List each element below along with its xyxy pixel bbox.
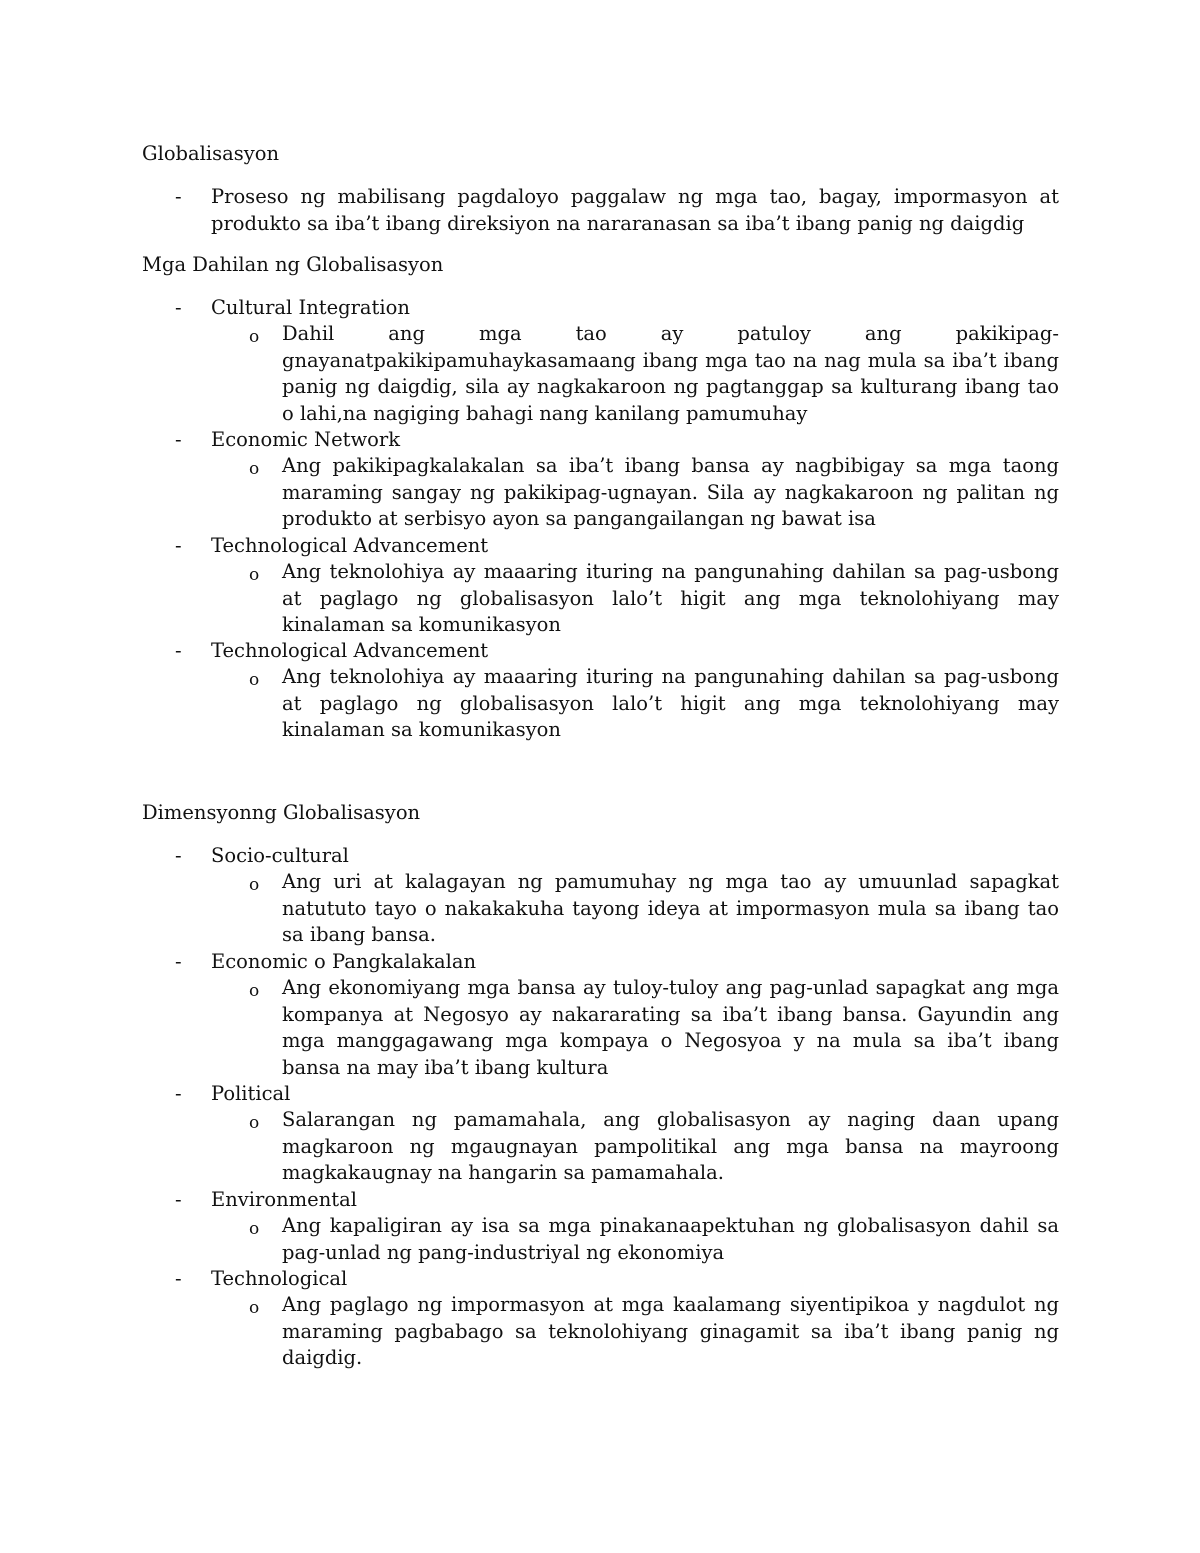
- item-text-technological: Ang paglago ng impormasyon at mga kaalamang siyentipikoa y nagdulot ng maraming pagbabago sa teknolohiyang ginagamit sa iba’t ibang panig ng daigdig.: [282, 1293, 1059, 1369]
- item-text-socio-cultural: Ang uri at kalagayan ng pamumuhay ng mga tao ay umuunlad sapagkat natututo tayo o nakakakuha tayong ideya at impormasyon mula sa ibang tao sa ibang bansa.: [282, 870, 1059, 946]
- definition-text: Proseso ng mabilisang pagdaloyo paggalaw ng mga tao, bagay, impormasyon at produkto sa iba’t ibang direksiyon na nararanasan sa iba’t ibang panig ng daigdig: [211, 185, 1059, 235]
- bullet-marker: o: [249, 981, 260, 1001]
- bullet-marker: o: [249, 565, 260, 585]
- dash-marker: -: [175, 185, 182, 208]
- dash-marker: -: [175, 950, 182, 973]
- item-label-cultural-integration: Cultural Integration: [211, 296, 410, 319]
- section-heading-dahilan: Mga Dahilan ng Globalisasyon: [142, 253, 444, 276]
- item-label-socio-cultural: Socio-cultural: [211, 844, 349, 867]
- item-label-economic-network: Economic Network: [211, 428, 401, 451]
- item-label-technological: Technological: [211, 1267, 348, 1290]
- bullet-marker: o: [249, 670, 260, 690]
- item-label-technological-advancement-2: Technological Advancement: [211, 639, 489, 662]
- dash-marker: -: [175, 1188, 182, 1211]
- item-text-technological-advancement: Ang teknolohiya ay maaaring ituring na pangunahing dahilan sa pag-usbong at paglago ng globalisasyon lalo’t higit ang mga teknolohiyang may kinalaman sa komunikasyon: [282, 560, 1059, 636]
- page-title: Globalisasyon: [142, 142, 280, 165]
- bullet-marker: o: [249, 1113, 260, 1133]
- bullet-marker: o: [249, 1298, 260, 1318]
- item-label-economic: Economic o Pangkalakalan: [211, 950, 477, 973]
- bullet-marker: o: [249, 875, 260, 895]
- section-heading-dimensyon: Dimensyonng Globalisasyon: [142, 801, 421, 824]
- item-text-economic-network: Ang pakikipagkalakalan sa iba’t ibang bansa ay nagbibigay sa mga taong maraming sangay ng pakikipag-ugnayan. Sila ay nagkakaroon ng palitan ng produkto at serbisyo ayon sa pangangailangan ng bawat isa: [282, 454, 1059, 530]
- item-text-environmental: Ang kapaligiran ay isa sa mga pinakanaapektuhan ng globalisasyon dahil sa pag-unlad ng pang-industriyal ng ekonomiya: [282, 1214, 1059, 1264]
- bullet-marker: o: [249, 327, 260, 347]
- item-text-economic: Ang ekonomiyang mga bansa ay tuloy-tuloy ang pag-unlad sapagkat ang mga kompanya at Negosyo ay nakararating sa iba’t ibang bansa. Gayundin ang mga manggagawang mga kompaya o Negosyoa y na mula sa iba’t ibang bansa na may iba’t ibang kultura: [282, 976, 1059, 1079]
- item-label-environmental: Environmental: [211, 1188, 357, 1211]
- item-label-technological-advancement: Technological Advancement: [211, 534, 489, 557]
- dash-marker: -: [175, 639, 182, 662]
- bullet-marker: o: [249, 459, 260, 479]
- item-text-cultural-integration: Dahil ang mga tao ay patuloy ang pakikipag-gnayanatpakikipamuhaykasamaang ibang mga tao na nag mula sa iba’t ibang panig ng daigdig, sila ay nagkakaroon ng pagtanggap sa kulturang ibang tao o lahi,na nagiging bahagi nang kanilang pamumuhay: [282, 322, 1059, 425]
- dash-marker: -: [175, 534, 182, 557]
- dash-marker: -: [175, 844, 182, 867]
- item-text-technological-advancement-2: Ang teknolohiya ay maaaring ituring na pangunahing dahilan sa pag-usbong at paglago ng globalisasyon lalo’t higit ang mga teknolohiyang may kinalaman sa komunikasyon: [282, 665, 1059, 741]
- dash-marker: -: [175, 428, 182, 451]
- item-text-political: Salarangan ng pamamahala, ang globalisasyon ay naging daan upang magkaroon ng mgaugnayan pampolitikal ang mga bansa na mayroong magkakaugnay na hangarin sa pamamahala.: [282, 1108, 1059, 1184]
- dash-marker: -: [175, 1267, 182, 1290]
- item-label-political: Political: [211, 1082, 291, 1105]
- dash-marker: -: [175, 296, 182, 319]
- bullet-marker: o: [249, 1219, 260, 1239]
- dash-marker: -: [175, 1082, 182, 1105]
